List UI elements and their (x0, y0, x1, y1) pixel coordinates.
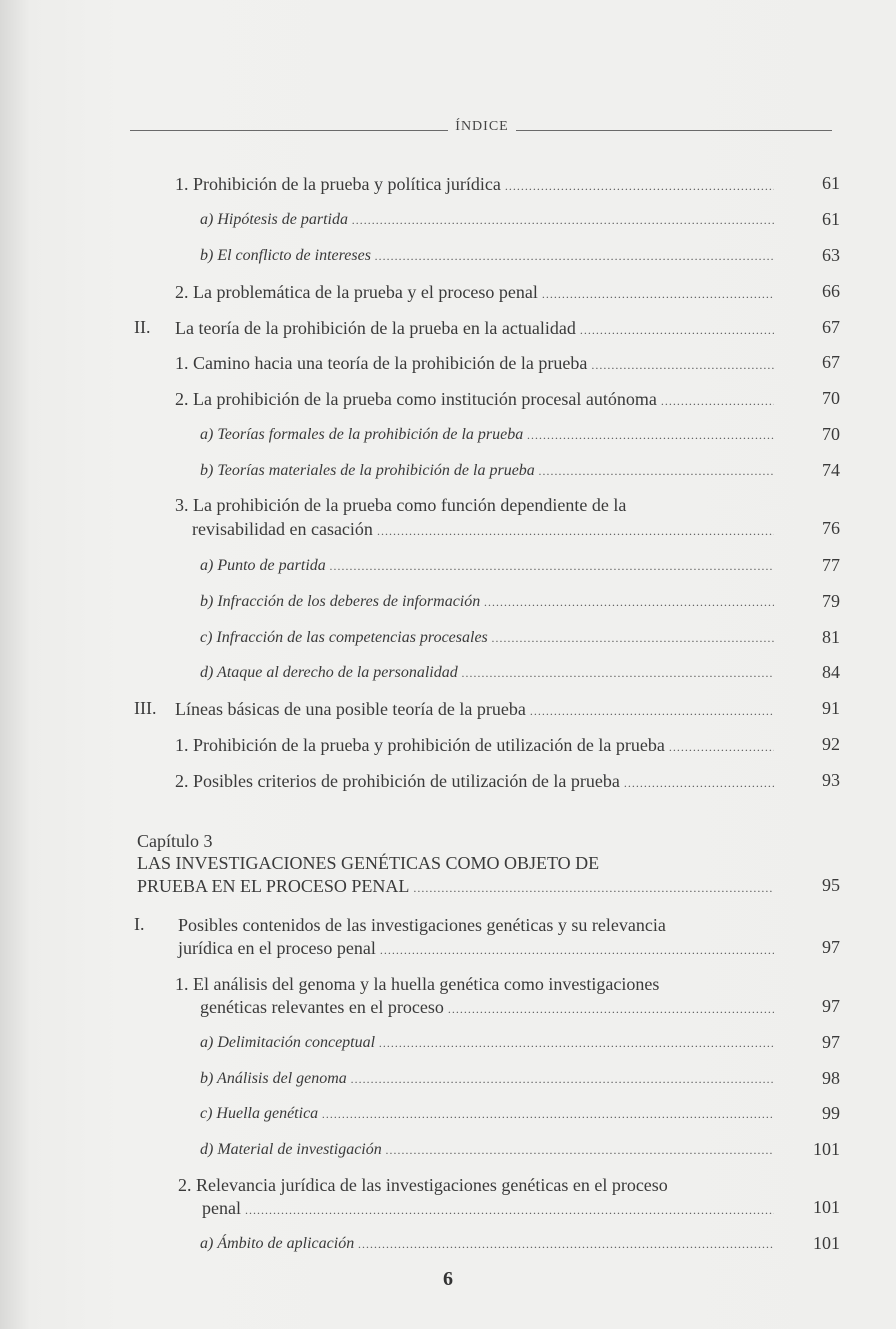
toc-entry (202, 1197, 780, 1221)
toc-entry-label: 2. La problemática de la prueba y el proceso penal (175, 282, 538, 302)
toc-entry (175, 281, 780, 305)
toc-entry (200, 1103, 780, 1125)
toc-entry (200, 245, 780, 267)
toc-entry-label: c) Infracción de las competencias procesales (200, 629, 488, 646)
toc-page-number: 101 (813, 1233, 840, 1253)
toc-page-number: 91 (822, 698, 840, 718)
toc-entry (200, 996, 780, 1020)
toc-page-number: 99 (822, 1103, 840, 1123)
toc-entry (178, 937, 780, 961)
toc-entry-label: genéticas relevantes en el proceso (200, 997, 444, 1017)
toc-entry (175, 317, 780, 341)
header-rule-left (130, 130, 448, 131)
toc-entry (200, 1068, 780, 1090)
toc-page-number: 101 (813, 1139, 840, 1159)
toc-page-number: 70 (822, 388, 840, 408)
toc-entry-label: d) Material de investigación (200, 1141, 382, 1158)
toc-page-number: 101 (813, 1197, 840, 1217)
toc-entry (200, 1032, 780, 1054)
toc-entry (200, 662, 780, 684)
toc-entry-label: b) Teorías materiales de la prohibición de la prueba (200, 462, 535, 479)
toc-entry-label: b) Análisis del genoma (200, 1070, 347, 1087)
toc-entry-line1: Posibles contenidos de las investigaciones genéticas y su relevancia (178, 915, 666, 935)
toc-entry (200, 209, 780, 231)
toc-entry-label: a) Delimitación conceptual (200, 1034, 376, 1051)
toc-section-numeral: II. (134, 317, 151, 337)
toc-entry (192, 518, 780, 542)
toc-page-number: 95 (822, 875, 840, 895)
page-number: 6 (443, 1268, 453, 1290)
toc-entry (175, 388, 780, 412)
toc-entry (200, 424, 780, 446)
toc-entry (200, 555, 780, 577)
toc-entry-label: revisabilidad en casación (192, 519, 373, 539)
toc-page-number: 92 (822, 734, 840, 754)
toc-entry-label: a) Ámbito de aplicación (200, 1235, 355, 1252)
toc-entry (200, 1139, 780, 1161)
toc-page-number: 66 (822, 281, 840, 301)
toc-page-number: 77 (822, 555, 840, 575)
toc-page-number: 93 (822, 770, 840, 790)
toc-page-number: 61 (822, 209, 840, 229)
toc-entry-label: jurídica en el proceso penal (178, 938, 376, 958)
toc-entry-label: a) Hipótesis de partida (200, 211, 348, 228)
toc-page-number: 74 (822, 460, 840, 480)
toc-page-number: 84 (822, 662, 840, 682)
running-header (130, 118, 832, 142)
toc-page-number: 67 (822, 317, 840, 337)
toc-entry (200, 460, 780, 482)
toc-page-number: 97 (822, 937, 840, 957)
toc-entry (200, 591, 780, 613)
toc-entry-label: Líneas básicas de una posible teoría de la prueba (175, 699, 526, 719)
toc-page-number: 76 (822, 518, 840, 538)
toc-entry (137, 875, 780, 899)
toc-entry-label: penal (202, 1198, 241, 1218)
toc-page-number: 79 (822, 591, 840, 611)
toc-page-number: 70 (822, 424, 840, 444)
toc-entry (175, 734, 780, 758)
toc-entry-label: 1. Prohibición de la prueba y prohibición de utilización de la prueba (175, 735, 665, 755)
toc-page-number: 97 (822, 1032, 840, 1052)
toc-page-number: 61 (822, 173, 840, 193)
toc-entry-label: b) Infracción de los deberes de información (200, 593, 481, 610)
toc-page-number: 67 (822, 352, 840, 372)
toc-page-number: 63 (822, 245, 840, 265)
toc-entry-label: 2. La prohibición de la prueba como institución procesal autónoma (175, 389, 657, 409)
toc-entry-label: c) Huella genética (200, 1105, 319, 1122)
toc-entry-label: 1. Camino hacia una teoría de la prohibición de la prueba (175, 353, 588, 373)
toc-entry (175, 173, 780, 197)
header-title: ÍNDICE (455, 119, 509, 134)
toc-section-numeral: III. (134, 698, 157, 718)
toc-entry (175, 698, 780, 722)
toc-entry-label: 2. Posibles criterios de prohibición de utilización de la prueba (175, 771, 620, 791)
toc-entry-label: a) Punto de partida (200, 557, 326, 574)
chapter-label: Capítulo 3 (137, 831, 213, 851)
toc-entry-line1: 2. Relevancia jurídica de las investigaciones genéticas en el proceso (178, 1175, 668, 1195)
toc-entry (200, 1233, 780, 1255)
toc-entry (175, 770, 780, 794)
toc-entry (175, 352, 780, 376)
chapter-title-line2: PRUEBA EN EL PROCESO PENAL (137, 876, 410, 896)
toc-page-number: 97 (822, 996, 840, 1016)
toc-entry-label: La teoría de la prohibición de la prueba en la actualidad (175, 318, 576, 338)
toc-section-numeral: I. (134, 914, 145, 934)
toc-page-number: 81 (822, 627, 840, 647)
toc-entry-label: 1. Prohibición de la prueba y política jurídica (175, 174, 501, 194)
toc-entry-label: d) Ataque al derecho de la personalidad (200, 664, 458, 681)
toc-page-number: 98 (822, 1068, 840, 1088)
toc-entry-line1: 1. El análisis del genoma y la huella genética como investigaciones (175, 974, 660, 994)
chapter-title-line1: LAS INVESTIGACIONES GENÉTICAS COMO OBJETO DE (137, 853, 600, 873)
toc-entry-label: a) Teorías formales de la prohibición de la prueba (200, 426, 524, 443)
header-rule-right (516, 130, 832, 131)
toc-entry (200, 627, 780, 649)
toc-entry-line1: 3. La prohibición de la prueba como función dependiente de la (175, 495, 627, 515)
toc-entry-label: b) El conflicto de intereses (200, 247, 371, 264)
